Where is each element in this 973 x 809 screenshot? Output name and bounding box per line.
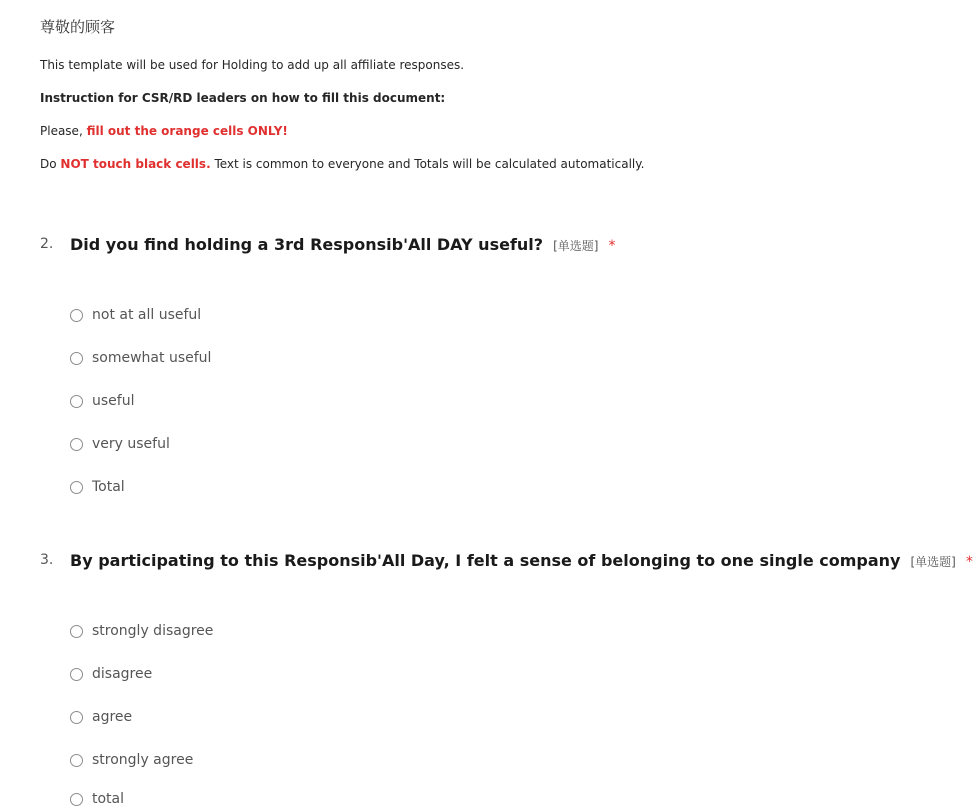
option-label: very useful [92,436,170,452]
option-label: strongly agree [92,752,194,768]
option-label: Total [92,479,125,495]
radio-option[interactable] [70,305,201,325]
intro-line-donot [40,157,644,171]
question-type-label: [单选题] [910,555,956,569]
question-title [70,551,973,570]
radio-option[interactable] [70,348,211,368]
radio-button[interactable] [70,352,83,365]
radio-option[interactable] [70,477,125,497]
radio-option[interactable] [70,391,134,411]
radio-button[interactable] [70,309,83,322]
radio-button[interactable] [70,754,83,767]
radio-button[interactable] [70,438,83,451]
radio-option[interactable] [70,621,213,641]
intro-donot-suffix: Text is common to everyone and Totals will be calculated automatically. [210,157,645,171]
radio-button[interactable] [70,395,83,408]
greeting-title: 尊敬的顾客 [40,18,116,36]
radio-button[interactable] [70,481,83,494]
intro-fill-prefix: Please, [40,124,87,138]
intro-line-fill [40,124,288,138]
option-label: useful [92,393,135,409]
radio-option[interactable] [70,434,170,454]
option-label: strongly disagree [92,623,214,639]
question-text: By participating to this Responsib'All Day, I felt a sense of belonging to one single company [70,551,901,570]
required-marker: * [965,554,973,570]
question-number: 2. [40,236,54,252]
radio-option[interactable] [70,789,124,809]
radio-option[interactable] [70,750,193,770]
question-type-label: [单选题] [553,239,599,253]
option-label: agree [92,709,133,725]
option-label: disagree [92,666,153,682]
option-label: somewhat useful [92,350,212,366]
intro-donot-highlight: NOT touch black cells. [60,157,211,171]
intro-line-instruction: Instruction for CSR/RD leaders on how to fill this document: [40,91,446,105]
intro-donot-prefix: Do [40,157,61,171]
radio-option[interactable] [70,664,152,684]
question-title [70,235,615,254]
intro-line-template: This template will be used for Holding to add up all affiliate responses. [40,58,465,72]
question-text: Did you find holding a 3rd Responsib'All DAY useful? [70,235,544,254]
intro-fill-highlight: fill out the orange cells ONLY! [86,124,288,138]
question-number: 3. [40,552,54,568]
radio-button[interactable] [70,668,83,681]
radio-option[interactable] [70,707,132,727]
required-marker: * [608,238,616,254]
radio-button[interactable] [70,793,83,806]
option-label: not at all useful [92,307,202,323]
radio-button[interactable] [70,711,83,724]
radio-button[interactable] [70,625,83,638]
option-label: total [92,791,125,807]
